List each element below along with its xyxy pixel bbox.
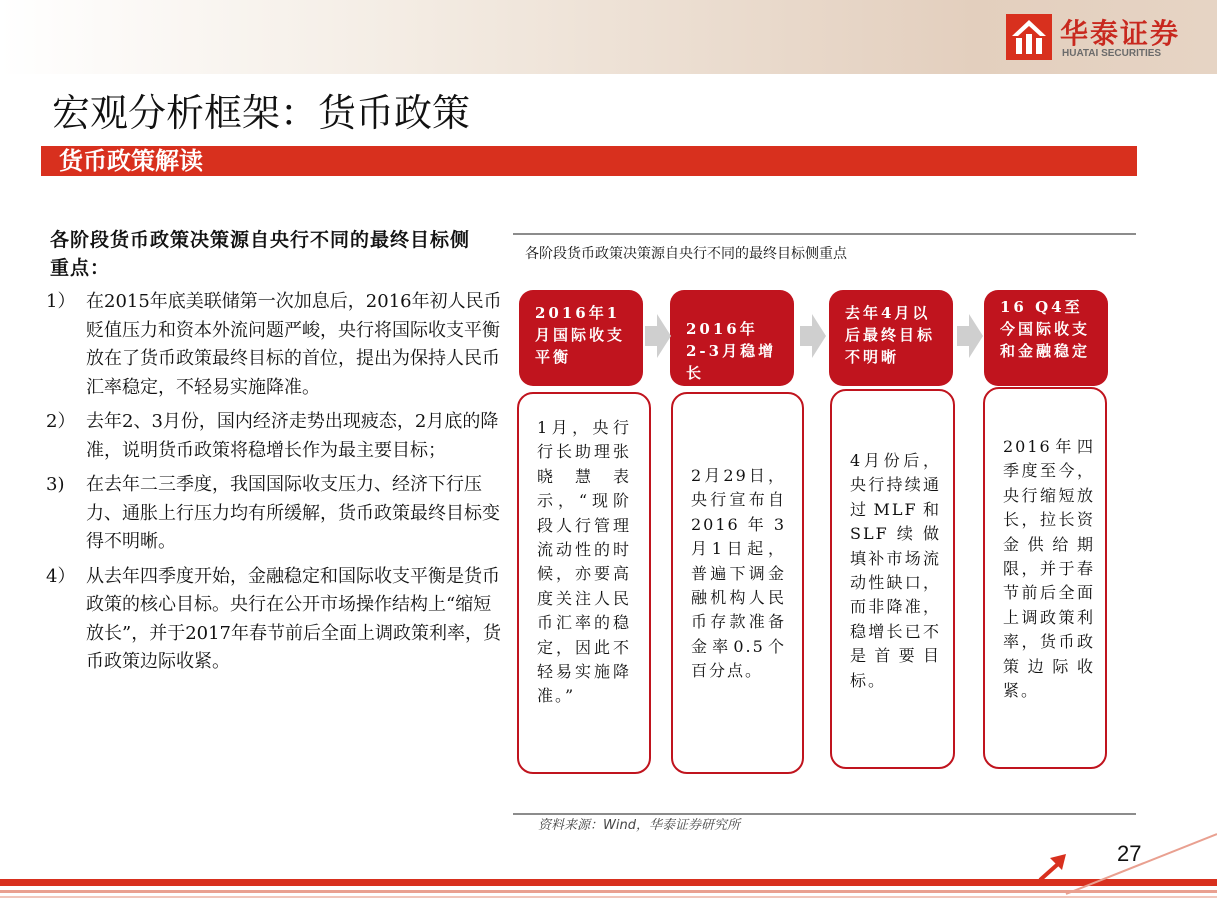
stage-header-3: 去年4月以后最终目标不明晰 — [829, 290, 953, 386]
list-item-text: 在2015年底美联储第一次加息后，2016年初人民币贬值压力和资本外流问题严峻，央行将国际收支平衡放在了货币政策最终目标的首位，提出为保持人民币汇率稳定，不轻易实施降准。 — [86, 291, 502, 398]
arrow-right-icon — [800, 314, 826, 358]
page-number: 27 — [1117, 841, 1142, 866]
brand-logo — [1006, 14, 1196, 64]
list-item-number: 2） — [46, 411, 76, 432]
huatai-logo-icon — [1006, 14, 1052, 60]
figure-title: 各阶段货币政策决策源自央行不同的最终目标侧重点 — [525, 246, 847, 262]
list-item — [46, 288, 506, 402]
stage-header-4: 16 Q4至今国际收支和金融稳定 — [984, 290, 1108, 386]
list-item — [46, 563, 506, 677]
arrow-right-icon — [645, 314, 671, 358]
figure-top-rule — [513, 233, 1136, 235]
page-title: 宏观分析框架：货币政策 — [52, 91, 471, 135]
list-item-text: 在去年二三季度，我国国际收支压力、经济下行压力、通胀上行压力均有所缓解，货币政策最终目标变得不明晰。 — [86, 474, 500, 552]
footer-decoration — [0, 820, 1217, 913]
stage-body-4: 2016年四季度至今，央行缩短放长，拉长资金供给期限，并于春节前后全面上调政策利率，货币政策边际收紧。 — [983, 387, 1107, 769]
list-item — [46, 471, 506, 557]
section-bar — [41, 146, 1137, 176]
left-points-list — [46, 288, 506, 683]
stage-body-2: 2月29日，央行宣布自2016年3月1日起，普遍下调金融机构人民币存款准备金率0.5个百分点。 — [671, 392, 804, 774]
list-item-number: 4） — [46, 565, 76, 587]
list-item-text: 去年2、3月份，国内经济走势出现疲态，2月底的降准，说明货币政策将稳增长作为最主要目标； — [86, 411, 499, 461]
brand-name-cn: 华泰证券 — [1060, 17, 1181, 50]
list-item-number: 1） — [46, 291, 76, 312]
stage-body-3: 4月份后，央行持续通过MLF和SLF续做填补市场流动性缺口，而非降准，稳增长已不是首要目标。 — [830, 389, 955, 769]
list-item — [46, 408, 506, 465]
figure-source: 资料来源：Wind，华泰证券研究所 — [538, 818, 740, 833]
stage-header-2: 2016年2-3月稳增长 — [670, 290, 794, 386]
left-heading: 各阶段货币政策决策源自央行不同的最终目标侧重点： — [50, 229, 471, 279]
stage-header-1: 2016年1月国际收支平衡 — [519, 290, 643, 386]
list-item-text: 从去年四季度开始，金融稳定和国际收支平衡是货币政策的核心目标。央行在公开市场操作结构上“缩短放长”，并于2017年春节前后全面上调政策利率，货币政策边际收紧。 — [86, 565, 502, 672]
stage-body-1: 1月，央行行长助理张晓慧表示，“现阶段人行管理流动性的时候，亦要高度关注人民币汇率的稳定，因此不轻易实施降准。” — [517, 392, 651, 774]
brand-name-en: HUATAI SECURITIES — [1062, 48, 1162, 59]
list-item-number: 3) — [46, 474, 65, 495]
arrow-right-icon — [957, 314, 983, 358]
section-title: 货币政策解读 — [59, 147, 203, 175]
